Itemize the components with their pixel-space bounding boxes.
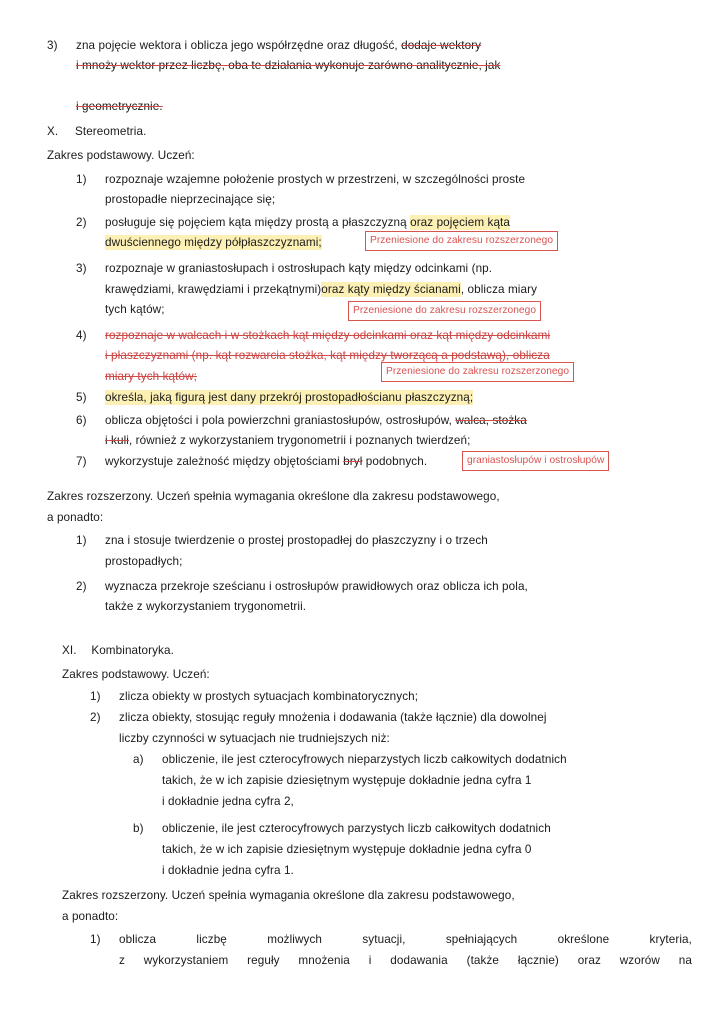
list-item-text xyxy=(105,411,692,431)
list-marker: 1) xyxy=(90,933,101,946)
section-xi-numeral: XI. xyxy=(62,644,77,657)
section-x-extended-intro: Zakres rozszerzony. Uczeń spełnia wymagania określone dla zakresu podstawowego, xyxy=(47,490,500,503)
item3-struck-fragment-1: dodaje wektory xyxy=(401,39,482,52)
list-marker: 2) xyxy=(90,711,101,724)
list-marker: 4) xyxy=(76,329,87,342)
section-x-numeral: X. xyxy=(47,125,59,138)
item2-plain-text: posługuje się pojęciem kąta między prostą a płaszczyzną xyxy=(105,216,407,229)
list-marker: a) xyxy=(133,753,144,766)
list-item xyxy=(90,687,692,707)
list-item-text-cont: prostopadłych; xyxy=(105,555,183,568)
list-marker: 2) xyxy=(76,580,87,593)
item3-struck-line-3: i geometrycznie. xyxy=(76,100,163,114)
list-marker: 1) xyxy=(76,173,87,186)
list-item-text: wyznacza przekroje sześcianu i ostrosłupów prawidłowych oraz oblicza ich pola, xyxy=(105,580,528,593)
list-item-text-cont: liczby czynności w sytuacjach nie trudniejszych niż: xyxy=(119,732,390,745)
item7-plain-a: wykorzystuje zależność między objętościami xyxy=(105,455,340,468)
item6-plain-text: oblicza objętości i pola powierzchni graniastosłupów, ostrosłupów, xyxy=(105,414,453,427)
list-item xyxy=(47,36,692,56)
item6-struck-fragment-2: i kuli xyxy=(105,434,129,447)
list-item-text-cont: i płaszczyznami (np. kąt rozwarcia stożka, kąt między tworzącą a podstawą), oblicza xyxy=(105,349,550,362)
annotation-box: Przeniesione do zakresu rozszerzonego xyxy=(348,301,541,321)
list-marker: 7) xyxy=(76,455,87,468)
list-item-text-cont: tych kątów; xyxy=(105,303,165,316)
item3-plain-b: , oblicza miary xyxy=(460,283,538,296)
section-x-basic-intro: Zakres podstawowy. Uczeń: xyxy=(47,149,195,162)
item7-plain-b: podobnych. xyxy=(365,455,428,468)
list-item-text: rozpoznaje w graniastosłupach i ostrosłupach kąty między odcinkami (np. xyxy=(105,262,493,275)
item6-struck-fragment: walca, stożka xyxy=(455,414,527,427)
list-item-text xyxy=(76,36,692,56)
section-x-heading xyxy=(47,122,146,142)
list-item xyxy=(133,750,692,770)
list-marker: 1) xyxy=(90,690,101,703)
item6-plain-text-cont: , również z wykorzystaniem trygonometrii i poznanych twierdzeń; xyxy=(128,434,471,447)
annotation-box: Przeniesione do zakresu rozszerzonego xyxy=(365,231,558,251)
list-marker: 3) xyxy=(76,262,87,275)
list-item-text-cont: i dokładnie jedna cyfra 2, xyxy=(162,795,294,808)
list-marker: 3) xyxy=(47,39,58,52)
item3-highlighted-text: oraz kąty między ścianami xyxy=(321,283,461,296)
list-item-text: rozpoznaje w walcach i w stożkach kąt między odcinkami oraz kąt między odcinkami xyxy=(105,329,551,342)
section-xi-heading xyxy=(62,641,174,661)
list-item-text-cont xyxy=(105,280,692,300)
section-x-title: Stereometria. xyxy=(74,125,147,138)
item7-struck-fragment: brył xyxy=(343,455,363,468)
list-item xyxy=(90,930,692,950)
list-item xyxy=(76,259,692,279)
list-marker: 5) xyxy=(76,391,87,404)
list-item-text-cont: takich, że w ich zapisie dziesiętnym występuje dokładnie jedna cyfra 1 xyxy=(162,774,532,787)
list-marker: b) xyxy=(133,822,144,835)
annotation-box: graniastosłupów i ostrosłupów xyxy=(462,451,609,471)
list-marker: 2) xyxy=(76,216,87,229)
list-item-text: zna i stosuje twierdzenie o prostej prostopadłej do płaszczyzny i o trzech xyxy=(105,534,488,547)
list-item xyxy=(90,708,692,728)
list-item-text: rozpoznaje wzajemne położenie prostych w przestrzeni, w szczególności proste xyxy=(105,173,526,186)
list-item xyxy=(76,388,692,408)
list-item-text-cont: także z wykorzystaniem trygonometrii. xyxy=(105,600,307,613)
list-item xyxy=(76,170,692,190)
section-x-extended-intro-cont: a ponadto: xyxy=(47,511,104,524)
list-item xyxy=(76,411,692,431)
list-item-text-cont: miary tych kątów; xyxy=(105,370,197,383)
item3-kept-text: zna pojęcie wektora i oblicza jego współrzędne oraz długość, xyxy=(76,39,398,52)
section-xi-extended-intro: Zakres rozszerzony. Uczeń spełnia wymagania określone dla zakresu podstawowego, xyxy=(62,889,515,902)
section-xi-title: Kombinatoryka. xyxy=(91,644,174,657)
item2-highlighted-text: oraz pojęciem kąta xyxy=(410,216,510,229)
item2-highlighted-text-cont: dwuściennego między półpłaszczyznami; xyxy=(105,236,322,249)
item3-plain-a: krawędziami, krawędziami i przekątnymi) xyxy=(105,283,322,296)
section-xi-extended-intro-cont: a ponadto: xyxy=(62,910,119,923)
section-xi-basic-intro: Zakres podstawowy. Uczeń: xyxy=(62,668,210,681)
list-item-text-cont xyxy=(105,431,470,451)
list-item-text-cont: z wykorzystaniem reguły mnożenia i dodawania (także łącznie) oraz wzorów na xyxy=(119,954,692,967)
list-item xyxy=(76,531,692,551)
list-item-text: obliczenie, ile jest czterocyfrowych parzystych liczb całkowitych dodatnich xyxy=(162,822,551,835)
list-item xyxy=(76,577,692,597)
list-item xyxy=(76,326,692,346)
item5-highlighted-text: określa, jaką figurą jest dany przekrój prostopadłościanu płaszczyzną; xyxy=(105,391,474,404)
list-item-text xyxy=(105,388,692,408)
list-marker: 1) xyxy=(76,534,87,547)
annotation-box: Przeniesione do zakresu rozszerzonego xyxy=(381,362,574,382)
list-item-text-cont: i dokładnie jedna cyfra 1. xyxy=(162,864,294,877)
list-item-text: zlicza obiekty, stosując reguły mnożenia i dodawania (także łącznie) dla dowolnej xyxy=(119,711,547,724)
item3-struck-line-2: i mnoży wektor przez liczbę, oba te działania wykonuje zarówno analitycznie, jak xyxy=(76,59,501,72)
list-item-text: obliczenie, ile jest czterocyfrowych nieparzystych liczb całkowitych dodatnich xyxy=(162,753,567,766)
list-item-text: oblicza liczbę możliwych sytuacji, spełniających określone kryteria, xyxy=(119,933,692,946)
list-marker: 6) xyxy=(76,414,87,427)
list-item xyxy=(133,819,692,839)
list-item-text-cont xyxy=(105,233,322,253)
list-item-text: zlicza obiekty w prostych sytuacjach kombinatorycznych; xyxy=(119,690,419,703)
list-item-text-cont: prostopadłe nieprzecinające się; xyxy=(105,193,276,206)
list-item-text-cont: takich, że w ich zapisie dziesiętnym występuje dokładnie jedna cyfra 0 xyxy=(162,843,532,856)
